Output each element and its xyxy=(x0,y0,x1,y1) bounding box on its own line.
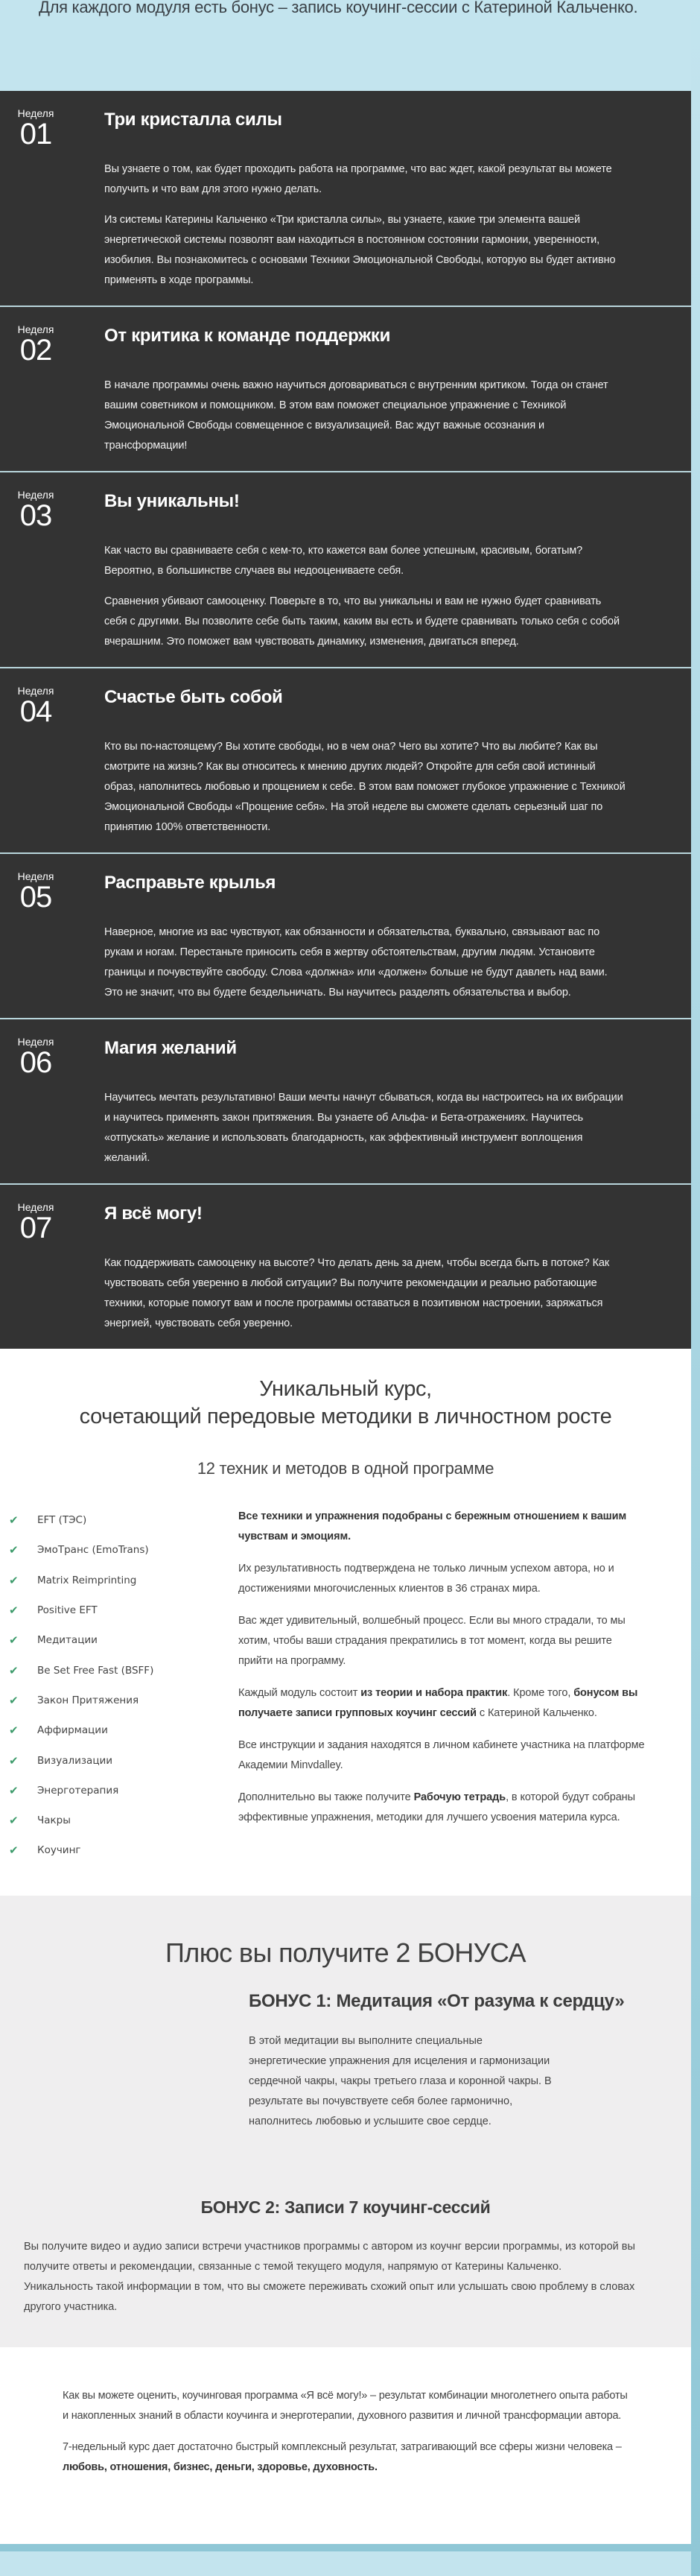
week-badge xyxy=(16,323,55,365)
check-icon: ✔ xyxy=(9,1693,19,1707)
week-item xyxy=(0,668,691,854)
unique-title xyxy=(0,1376,691,1431)
week-title: От критика к команде поддержки xyxy=(104,326,391,346)
technique-label: ЭмоТранс (EmoTrans) xyxy=(37,1544,149,1557)
description-bold: Все техники и упражнения подобраны с бережным отношением к вашим чувствам и эмоциям. xyxy=(238,1510,627,1542)
text-bold: любовь, отношения, бизнес, деньги, здоровье, духовность. xyxy=(63,2461,378,2473)
week-item xyxy=(0,854,691,1019)
text-span: с Катериной Кальченко. xyxy=(476,1707,597,1719)
text-span: 7-недельный курс дает достаточно быстрый комплексный результат, затрагивающий все сферы жизни человека – xyxy=(63,2440,622,2453)
page-edge-decoration xyxy=(691,0,700,2576)
outro-section xyxy=(0,2347,691,2544)
week-number: 01 xyxy=(19,118,52,151)
week-number: 05 xyxy=(19,881,52,914)
technique-item xyxy=(9,1745,231,1775)
week-paragraph: Вы узнаете о том, как будет проходить работа на программе, что вас ждет, какой результат вы можете получить и что вам для этого нужно делать. xyxy=(104,163,612,195)
check-icon: ✔ xyxy=(9,1814,19,1828)
week-number: 03 xyxy=(19,499,52,532)
text-bold: Рабочую тетрадь xyxy=(413,1791,506,1803)
check-icon: ✔ xyxy=(9,1513,19,1528)
technique-item xyxy=(9,1566,231,1595)
technique-label: Чакры xyxy=(37,1814,71,1827)
bottom-bar xyxy=(0,2544,700,2551)
technique-item xyxy=(9,1595,231,1625)
week-badge xyxy=(16,870,55,912)
week-paragraph: Наверное, многие из вас чувствуют, как обязанности и обязательства, буквально, связывают вас по рукам и ногам. Перестаньте приносить себя в жертву обстоятельствам, другим людям. Установите границы и почувствуйте свободу. Слова «должна» или «должен» больше не будут давлеть над вами. Это не значит, что вы будете бездельничать. Вы научитесь разделять обязательства и выбор. xyxy=(104,926,608,999)
week-label: Неделя xyxy=(17,1201,54,1213)
technique-item xyxy=(9,1625,231,1655)
bonus-2 xyxy=(0,2197,691,2317)
check-icon: ✔ xyxy=(9,1844,19,1858)
technique-label: Визуализации xyxy=(37,1754,113,1767)
technique-item xyxy=(9,1655,231,1685)
week-item xyxy=(0,307,691,472)
bonus-2-text-2: Уникальность такой информации в том, что вы сможете переживать схожий опыт или услышать свою проблему в словах другого участника. xyxy=(24,2280,635,2313)
week-paragraph: Из системы Катерины Кальченко «Три кристалла силы», вы узнаете, какие три элемента вашей энергетической системы позволят вам находиться в постоянном состоянии гармонии, уверенности, изобилия. Вы познакомитесь с основами Техники Эмоциональной Свободы, которую вы будет активно применять в ходе программы. xyxy=(104,214,616,286)
week-badge xyxy=(16,685,55,727)
check-icon: ✔ xyxy=(9,1724,19,1738)
text-span: Каждый модуль состоит xyxy=(238,1687,361,1699)
week-title: Счастье быть собой xyxy=(104,687,283,707)
week-badge xyxy=(16,1036,55,1077)
week-paragraph: Как часто вы сравниваете себя с кем-то, кто кажется вам более успешным, красивым, богатым? Вероятно, в большинстве случаев вы недооцениваете себя. xyxy=(104,545,583,577)
bonus-2-text-1: Вы получите видео и аудио записи встречи участников программы с автором из коучнг версии программы, из которой вы получите ответы и рекомендации, связанные с темой текущего модуля, напрямую от Катерины Кальченко. xyxy=(24,2240,635,2273)
technique-label: Be Set Free Fast (BSFF) xyxy=(37,1664,154,1677)
week-number: 07 xyxy=(19,1212,52,1244)
description-paragraph xyxy=(238,1683,648,1724)
check-icon: ✔ xyxy=(9,1573,19,1587)
bonus-1-title: БОНУС 1: Медитация «От разума к сердцу» xyxy=(249,1990,625,2011)
week-paragraph: Сравнения убивают самооценку. Поверьте в то, что вы уникальны и вам не нужно будет сравнивать себя с другими. Вы позволите себе быть таким, каким вы есть и будете сравнивать только себя с собой вчерашним. Это поможет вам чувствовать динамику, изменения, двигаться вперед. xyxy=(104,595,620,648)
bonus-2-title: БОНУС 2: Записи 7 коучинг-сессий xyxy=(200,2197,491,2217)
week-item xyxy=(0,91,691,307)
description-paragraph: Вас ждет удивительный, волшебный процесс. Если вы много страдали, то мы хотим, чтобы ваши страдания прекратились в тот момент, когда вы решите прийти на программу. xyxy=(238,1615,626,1667)
check-icon: ✔ xyxy=(9,1543,19,1557)
week-item xyxy=(0,1185,691,1349)
unique-title-line1: Уникальный курс, xyxy=(259,1377,432,1401)
technique-label: Медитации xyxy=(37,1634,98,1647)
techniques-list xyxy=(0,1505,231,1866)
unique-course-section xyxy=(0,1349,691,1896)
technique-label: Энерготерапия xyxy=(37,1784,119,1797)
unique-subtitle: 12 техник и методов в одной программе xyxy=(197,1459,494,1478)
intro-text: Для каждого модуля есть бонус – запись коучинг-сессии с Катериной Кальченко. xyxy=(39,0,638,16)
week-label: Неделя xyxy=(17,685,54,697)
week-label: Неделя xyxy=(17,323,54,335)
bonus-1-text: В этой медитации вы выполните специальные энергетические упражнения для исцеления и гармонизации сердечной чакры, чакры третьего глаза и коронной чакры. В результате вы почувствуете себя более гармонично, наполнитесь любовью и услышите свое сердце. xyxy=(249,2034,552,2127)
text-bold: бонусом вы получаете записи групповых коучинг сессий xyxy=(238,1687,638,1719)
description-paragraph: Все инструкции и задания находятся в личном кабинете участника на платформе Академии Minvdalley. xyxy=(238,1739,645,1771)
week-number: 04 xyxy=(19,695,52,728)
week-title: Вы уникальны! xyxy=(104,491,240,511)
technique-label: Positive EFT xyxy=(37,1604,98,1617)
check-icon: ✔ xyxy=(9,1663,19,1677)
check-icon: ✔ xyxy=(9,1633,19,1648)
technique-item xyxy=(9,1806,231,1835)
description-paragraph: Их результативность подтверждена не только личным успехом автора, но и достижениями многочисленных клиентов в 36 странах мира. xyxy=(238,1563,614,1595)
week-paragraph: Научитесь мечтать результативно! Ваши мечты начнут сбываться, когда вы настроитесь на их вибрации и научитесь применять закон притяжения. Вы узнаете об Альфа- и Бета-отражениях. Научитесь «отпускать» желание и использовать благодарность, как эффективный инструмент воплощения желаний. xyxy=(104,1092,623,1164)
week-number: 06 xyxy=(19,1046,52,1079)
check-icon: ✔ xyxy=(9,1604,19,1618)
outro-paragraph: Как вы можете оценить, коучинговая программа «Я всё могу!» – результат комбинации многолетнего опыта работы и накопленных знаний в области коучинга и энерготерапии, духовного развития и личной трансформации автора. xyxy=(63,2389,628,2422)
technique-item xyxy=(9,1686,231,1715)
text-bold: из теории и набора практик xyxy=(360,1687,508,1699)
technique-label: Matrix Reimprinting xyxy=(37,1574,137,1586)
technique-item xyxy=(9,1776,231,1806)
week-label: Неделя xyxy=(17,1036,54,1048)
description-paragraph xyxy=(238,1507,648,1547)
week-title: Расправьте крылья xyxy=(104,873,276,893)
week-paragraph: Кто вы по-настоящему? Вы хотите свободы, но в чем она? Чего вы хотите? Что вы любите? Как вы смотрите на жизнь? Как вы относитесь к мнению других людей? Откройте для себя свой истинный образ, наполнитесь любовью и прощением к себе. В этом вам поможет глубокое упражнение с Техникой Эмоциональной Свободы «Прощение себя». На этой неделе вы сможете сделать серьезный шаг по принятию 100% ответственности. xyxy=(104,741,626,833)
check-icon: ✔ xyxy=(9,1783,19,1797)
text-span: Дополнительно вы также получите xyxy=(238,1791,414,1803)
week-title: Три кристалла силы xyxy=(104,110,282,130)
technique-item xyxy=(9,1505,231,1535)
technique-label: Аффирмации xyxy=(37,1724,108,1737)
technique-label: Коучинг xyxy=(37,1844,81,1857)
technique-item xyxy=(9,1535,231,1565)
week-item xyxy=(0,472,691,668)
bonus-2-text xyxy=(24,2237,649,2317)
text-span: . Кроме того, xyxy=(507,1687,574,1699)
outro-paragraph xyxy=(63,2437,636,2478)
text-span: , в которой будут собраны эффективные упражнения, методики для лучшего усвоения материла курса. xyxy=(238,1791,635,1823)
week-label: Неделя xyxy=(17,870,54,882)
unique-title-line2: сочетающий передовые методики в личностном росте xyxy=(79,1405,612,1428)
week-badge xyxy=(16,107,55,149)
check-icon: ✔ xyxy=(9,1753,19,1768)
week-paragraph: В начале программы очень важно научиться договариваться с внутренним критиком. Тогда он станет вашим советником и помощником. В этом вам поможет специальное упражнение с Техникой Эмоциональной Свободы совмещенное с визуализацией. Вас ждут важные осознания и трансформации! xyxy=(104,379,608,452)
weeks-section xyxy=(0,91,691,1349)
description-paragraph xyxy=(238,1788,648,1828)
bonus-section xyxy=(0,1896,691,2347)
week-item xyxy=(0,1019,691,1185)
week-number: 02 xyxy=(19,334,52,367)
week-badge xyxy=(16,489,55,531)
intro-section xyxy=(0,0,700,91)
bonus-1 xyxy=(249,1991,666,2132)
bonus-title: Плюс вы получите 2 БОНУСА xyxy=(165,1937,526,1968)
week-badge xyxy=(16,1201,55,1243)
week-title: Магия желаний xyxy=(104,1038,237,1058)
technique-label: EFT (ТЭС) xyxy=(37,1514,87,1527)
week-title: Я всё могу! xyxy=(104,1203,203,1224)
week-paragraph: Как поддерживать самооценку на высоте? Что делать день за днем, чтобы всегда быть в потоке? Как чувствовать себя уверенно в любой ситуации? Вы получите рекомендации и реально работающие техники, которые помогут вам и после программы оставаться в позитивном настроении, заряжаться энергией, чувствовать себя уверенно. xyxy=(104,1257,610,1329)
course-description xyxy=(231,1505,648,1866)
technique-item xyxy=(9,1835,231,1865)
week-label: Неделя xyxy=(17,107,54,119)
technique-item xyxy=(9,1715,231,1745)
week-label: Неделя xyxy=(17,489,54,501)
technique-label: Закон Притяжения xyxy=(37,1694,139,1706)
